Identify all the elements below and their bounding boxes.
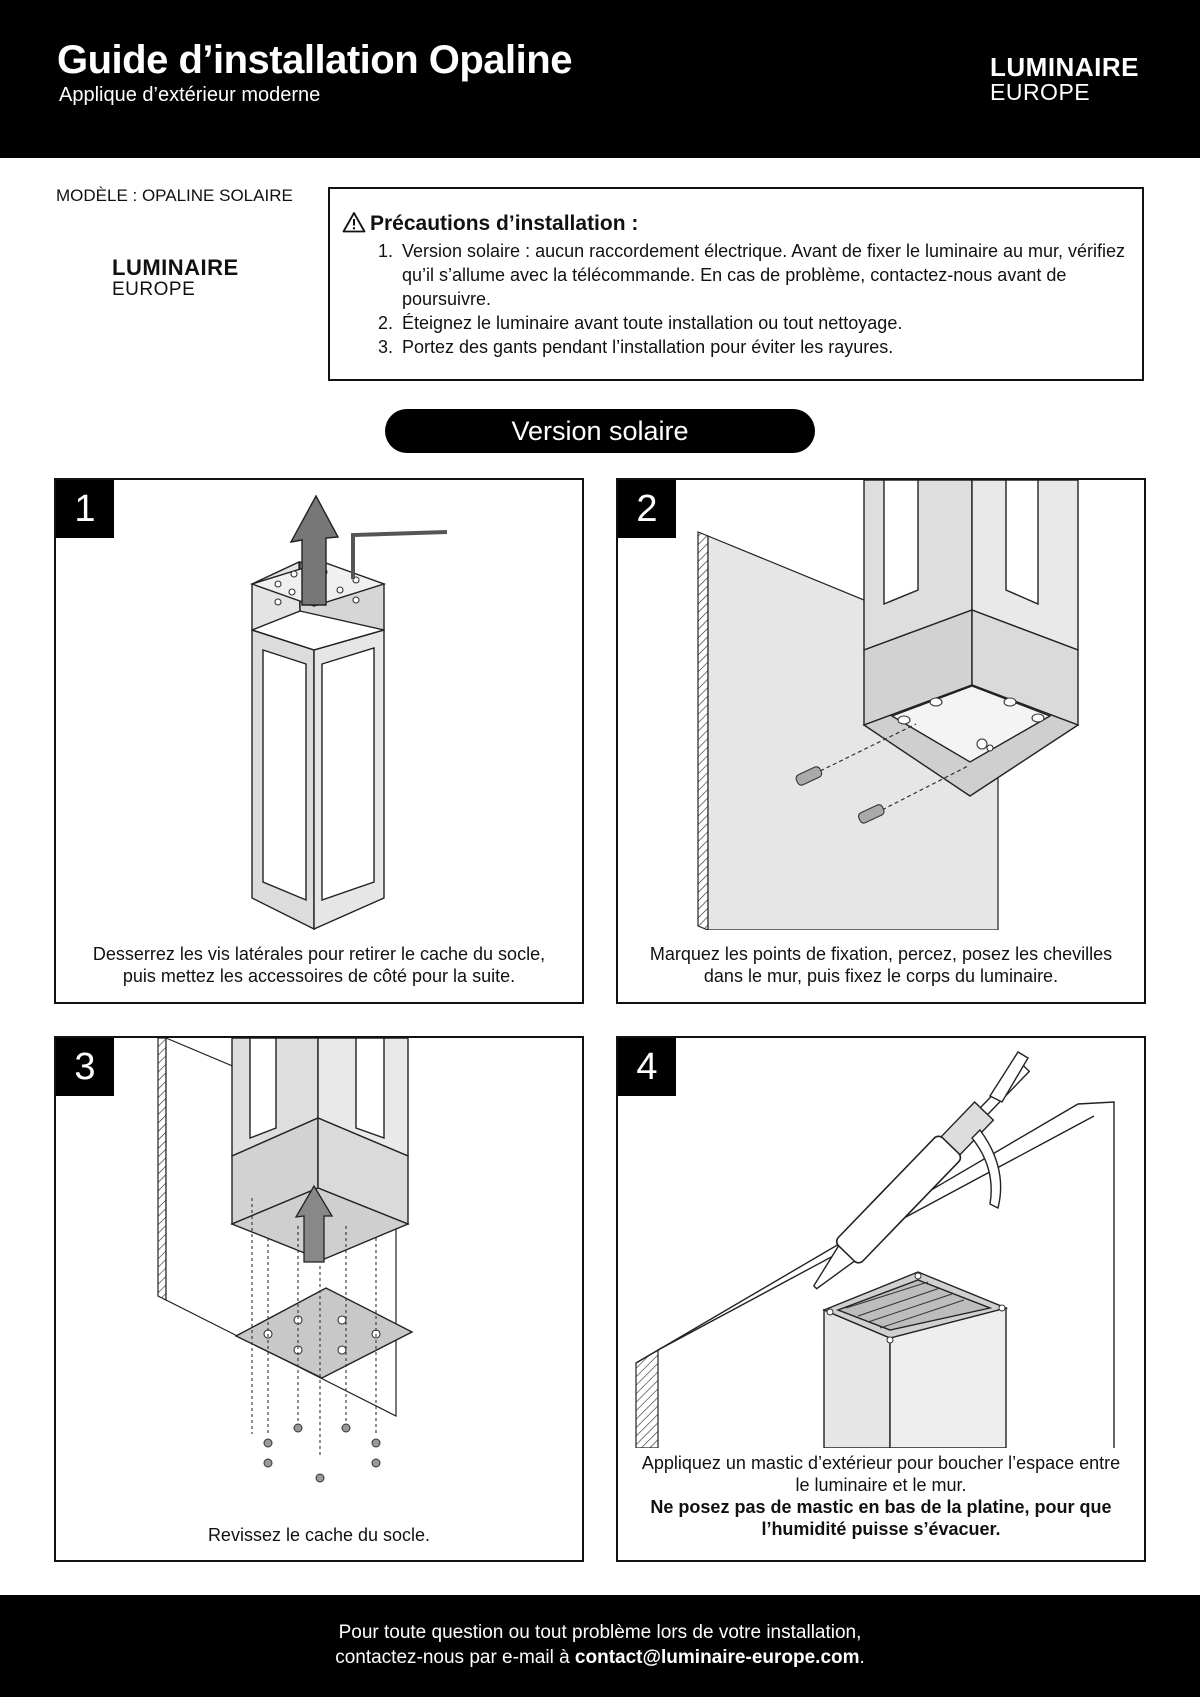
step-number-badge: 4 bbox=[618, 1038, 676, 1096]
step-number-badge: 2 bbox=[618, 480, 676, 538]
step-caption: Desserrez les vis latérales pour retirer le cache du socle, puis mettez les accessoires de côté pour la suite. bbox=[92, 944, 546, 986]
step-number-badge: 3 bbox=[56, 1038, 114, 1096]
page-title: Guide d’installation Opaline bbox=[57, 38, 572, 82]
precautions-list bbox=[378, 239, 1128, 359]
step-2-panel bbox=[616, 478, 1146, 1004]
precaution-text: Portez des gants pendant l’installation pour éviter les rayures. bbox=[402, 337, 894, 357]
side-brand-line2: EUROPE bbox=[112, 279, 196, 300]
page-subtitle: Applique d’extérieur moderne bbox=[59, 84, 321, 106]
side-brand-logo bbox=[112, 257, 239, 299]
precautions-box bbox=[328, 187, 1144, 381]
step-4-panel bbox=[616, 1036, 1146, 1562]
step-caption: Marquez les points de fixation, percez, posez les chevilles dans le mur, puis fixez le corps du luminaire. bbox=[649, 944, 1113, 986]
header-banner bbox=[0, 0, 1200, 158]
base-cover-illustration bbox=[56, 1038, 582, 1508]
precaution-item bbox=[378, 311, 1128, 335]
side-brand-line1: LUMINAIRE bbox=[112, 255, 239, 280]
precaution-item bbox=[378, 335, 1128, 359]
lamp-body-illustration bbox=[56, 480, 582, 930]
precaution-number: 1. bbox=[378, 241, 394, 261]
model-label: MODÈLE : OPALINE SOLAIRE bbox=[56, 186, 293, 205]
step-1-panel bbox=[54, 478, 584, 1004]
footer-line2 bbox=[0, 1645, 1200, 1670]
footer-banner bbox=[0, 1595, 1200, 1697]
contact-email-link[interactable]: contact@luminaire-europe.com bbox=[574, 1647, 860, 1668]
step-caption: Revissez le cache du socle. bbox=[207, 1525, 431, 1545]
header-brand-logo bbox=[990, 54, 1139, 104]
version-pill: Version solaire bbox=[385, 409, 815, 453]
precaution-text: Éteignez le luminaire avant toute installation ou tout nettoyage. bbox=[402, 313, 903, 333]
precaution-text: Version solaire : aucun raccordement électrique. Avant de fixer le luminaire au mur, vérifiez qu’il s’allume avec la télécommande. En cas de problème, contactez-nous avant de poursuivre. bbox=[402, 241, 1126, 309]
brand-line2: EUROPE bbox=[990, 79, 1091, 105]
step-caption-text: Appliquez un mastic d’extérieur pour boucher l’espace entre le luminaire et le mur. bbox=[641, 1453, 1121, 1495]
precautions-heading bbox=[342, 211, 638, 236]
precaution-item bbox=[378, 239, 1128, 311]
sealant-illustration bbox=[618, 1038, 1144, 1448]
footer-line1: Pour toute question ou tout problème lors de votre installation, bbox=[338, 1622, 862, 1643]
warning-icon bbox=[342, 211, 366, 233]
step-3-panel bbox=[54, 1036, 584, 1562]
brand-line1: LUMINAIRE bbox=[990, 52, 1139, 82]
footer-line2-prefix: contactez-nous par e-mail à bbox=[335, 1647, 575, 1668]
step-caption-warning: Ne posez pas de mastic en bas de la platine, pour que l’humidité puisse s’évacuer. bbox=[650, 1497, 1112, 1539]
footer-line2-suffix: . bbox=[859, 1647, 865, 1668]
precautions-title: Précautions d’installation : bbox=[370, 212, 639, 235]
precaution-number: 3. bbox=[378, 337, 394, 357]
step-number-badge: 1 bbox=[56, 480, 114, 538]
wall-mounting-illustration bbox=[618, 480, 1144, 930]
step-caption bbox=[638, 1452, 1124, 1540]
precaution-number: 2. bbox=[378, 313, 394, 333]
